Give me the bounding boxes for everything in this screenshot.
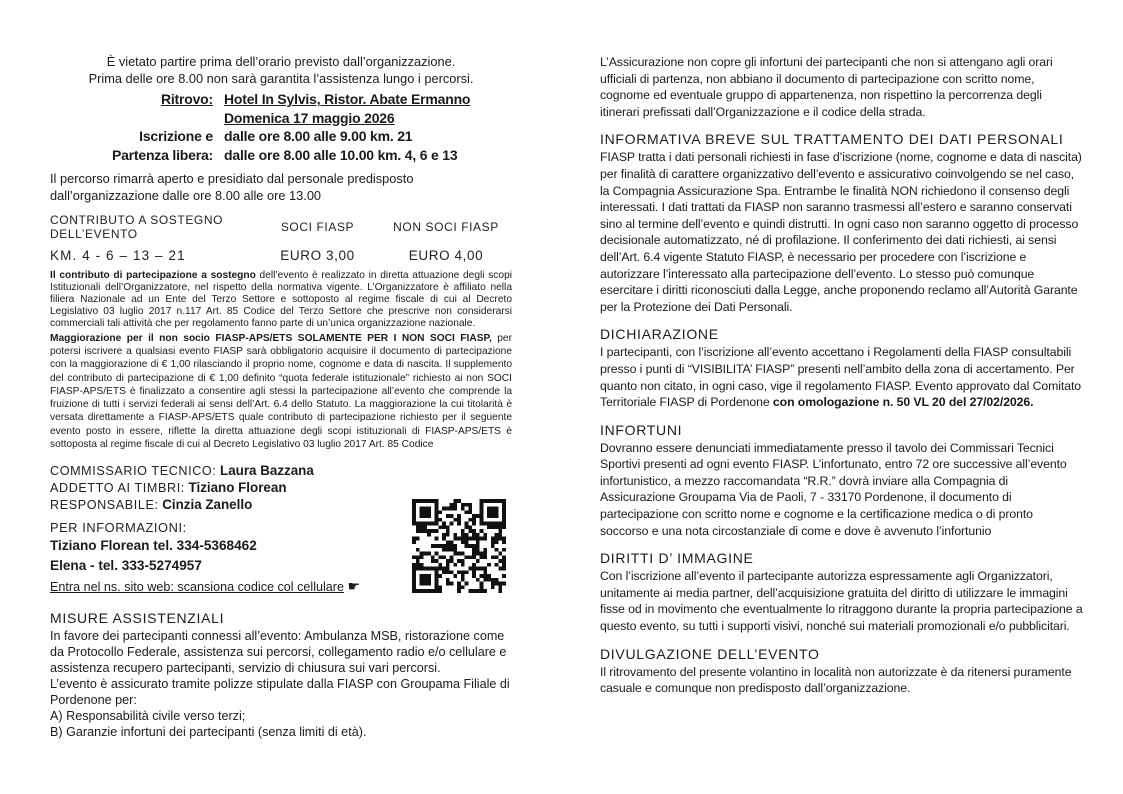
staff-label: COMMISSARIO TECNICO: xyxy=(50,464,217,479)
staff-label: RESPONSABILE: xyxy=(50,498,159,513)
info-label: PER INFORMAZIONI: xyxy=(50,520,187,536)
maggiorazione-lead: Maggiorazione per il non socio FIASP-APS/ETS SOLAMENTE PER I NON SOCI FIASP, xyxy=(50,332,492,344)
notice-line-1: È vietato partire prima dell’orario previsto dall’organizzazione. xyxy=(106,54,456,69)
fee-non-soci-price: EURO 4,00 xyxy=(408,248,484,264)
section-divulgazione xyxy=(600,646,1083,697)
section-heading: DIRITTI D’ IMMAGINE xyxy=(600,550,754,567)
section-body-text: I partecipanti, con l’iscrizione all’evento accettano i Regolamenti della FIASP consultabili presso i punti di “VISIBILITA’ FIASP” presenti nell’ambito della zona di accertamento. Per quanto non citato, in ogni caso, vige il regolamento FIASP. Evento approvato dal Comitato Territoriale FIASP di Pordenone xyxy=(600,345,1082,410)
phone-line-2: Elena - tel. 333-5274957 xyxy=(50,557,202,573)
staff-name: Laura Bazzana xyxy=(220,463,314,479)
section-heading: INFORMATIVA BREVE SUL TRATTAMENTO DEI DATI PERSONALI xyxy=(600,131,1064,148)
contributo-paragraph xyxy=(50,270,512,330)
section-body xyxy=(600,149,1083,315)
section-body-text: Con l’iscrizione all’evento il partecipante autorizza espressamente agli Organizzatori, unitamente ai media partner, dell’acquisizione gratuita del diritto di utilizzare le immagini fisse od in movimento che eventualmente lo ritraggono durante la propria partecipazione a questo evento, su tutti i supporti visivi, nonché sui materiali promozionali e/o pubblicitari. xyxy=(600,569,1083,634)
staff-name: Tiziano Florean xyxy=(188,480,287,496)
staff-row xyxy=(50,480,512,495)
partenza-value: dalle ore 8.00 alle 10.00 km. 4, 6 e 13 xyxy=(224,146,458,163)
section-body xyxy=(600,344,1083,410)
maggiorazione-text: per potersi iscrivere a qualsiasi evento FIASP sarà obbligatorio acquisire il documento di partecipazione con la maggiorazione di € 1,00 rilasciando il proprio nome, cognome e data di nascita. Il supplemento del contributo di partecipazione di € 1,00 definito “quota federale istituzionale” richiesto ai non SOCI FIASP-APS/ETS è finalizzato a consentire agli stessi la partecipazione all’evento che comprende la fruizione di tutti i servizi federali ai sensi dell’Art. 6.4 dello Statuto. La maggiorazione la cui titolarità è versata direttamente a FIASP-APS/ETS quale contributo di partecipazione richiesto per il seguente evento posto in essere, riflette la diretta attuazione degli scopi istituzionali di FIASP-APS/ETS è sottoposta al regime fiscale di cui al Decreto Legislativo 03 luglio 2017 Art. 85 Codice xyxy=(50,332,512,450)
ritrovo-row xyxy=(50,90,512,108)
partenza-label: Partenza libera: xyxy=(111,146,213,163)
misure-body-2: L’evento è assicurato tramite polizze stipulate dalla FIASP con Groupama Filiale di Pordenone per: xyxy=(50,677,510,708)
schedule-block xyxy=(50,90,512,164)
section-body-bold: con omologazione n. 50 VL 20 del 27/02/2026. xyxy=(772,395,1034,410)
iscrizione-label: Iscrizione e xyxy=(139,128,213,145)
misure-body-1: In favore dei partecipanti connessi all’evento: Ambulanza MSB, ristorazione come da Protocollo Federale, assistenza sui percorsi, collegamento radio e/o cellulare e assistenza recupero partecipanti, servizio di chiusura sui vari percorsi. xyxy=(50,629,507,676)
notice-line-2: Prima delle ore 8.00 non sarà garantita l’assistenza lungo i percorsi. xyxy=(88,70,474,86)
pointing-hand-icon: ☛ xyxy=(347,578,361,595)
ritrovo-value: Hotel In Sylvis, Ristor. Abate Ermanno xyxy=(224,91,471,108)
section-body-text: FIASP tratta i dati personali richiesti in fase d’iscrizione (nome, cognome e data di nascita) per finalità di carattere organizzativo dell’evento e assicurativo coinvolgendo se nel caso, la Compagnia Assicurazione Spa. Entrambe le finalità NON richiedono il consenso degli interessati. I dati trattati da FIASP non saranno trasmessi all’estero e saranno conservati sino al termine dell’evento e quindi distrutti. In ogni caso non saranno oggetto di processo decisionale automatizzato, né di profilazione. Il conferimento dei dati richiesti, ai sensi dell’Art. 6.4 vigente Statuto FIASP, è necessario per procedere con l’iscrizione e autorizzare l’interessato alla partecipazione dell’evento. Lo stesso può comunque esercitare i diritti riconosciuti dalla Legge, anche proponendo reclamo all’Autorità Garante per la Protezione dei Dati Personali. xyxy=(600,150,1082,314)
section-body xyxy=(600,664,1083,697)
date-row xyxy=(50,109,512,127)
ritrovo-label: Ritrovo: xyxy=(160,91,213,108)
staff-name: Cinzia Zanello xyxy=(162,497,253,513)
qr-caption-text: Entra nel ns. sito web: scansiona codice col cellulare xyxy=(50,580,345,595)
section-informativa xyxy=(600,131,1083,315)
section-heading: DICHIARAZIONE xyxy=(600,326,719,343)
section-diritti-immagine xyxy=(600,550,1083,634)
iscrizione-row xyxy=(50,127,512,145)
misure-item-b: B) Garanzie infortuni dei partecipanti (senza limiti di età). xyxy=(50,725,367,740)
right-column xyxy=(600,54,1083,697)
contributo-lead: Il contributo di partecipazione a sostegno xyxy=(50,270,256,282)
fee-value-row xyxy=(50,248,512,263)
fee-km-cell: KM. 4 - 6 – 13 – 21 xyxy=(50,248,186,264)
fee-header-row xyxy=(50,213,512,241)
misure-heading: MISURE ASSISTENZIALI xyxy=(50,610,225,627)
staff-row xyxy=(50,463,512,478)
iscrizione-value: dalle ore 8.00 alle 9.00 km. 21 xyxy=(224,128,413,145)
phone-line-1: Tiziano Florean tel. 334-5368462 xyxy=(50,538,257,554)
fee-header-soci: SOCI FIASP xyxy=(280,220,355,235)
fee-soci-price: EURO 3,00 xyxy=(280,248,355,264)
contacts-block xyxy=(50,463,512,597)
section-dichiarazione xyxy=(600,326,1083,410)
left-column xyxy=(50,54,512,741)
fee-table xyxy=(50,213,512,263)
fee-header-line1: CONTRIBUTO A SOSTEGNO xyxy=(50,212,224,227)
misure-item-a: A) Responsabilità civile verso terzi; xyxy=(50,709,246,724)
section-heading: INFORTUNI xyxy=(600,421,683,438)
event-date: Domenica 17 maggio 2026 xyxy=(224,109,395,126)
section-body-text: Il ritrovamento del presente volantino in località non autorizzate è da ritenersi puramente casuale e comunque non predisposto dall’organizzazione. xyxy=(600,664,1072,696)
fee-header-contributo xyxy=(50,213,255,241)
qr-code xyxy=(412,499,506,593)
maggiorazione-paragraph xyxy=(50,332,512,451)
section-infortuni xyxy=(600,422,1083,540)
assicurazione-paragraph: L’Assicurazione non copre gli infortuni dei partecipanti che non si attengano agli orari ufficiali di partenza, non abbiano il documento di partecipazione con scritto nome, cognome ed eventuale gruppo di appartenenza, non rispettino la percorrenza degli itinerari prefissati dall’Organizzazione e il codice della strada. xyxy=(600,55,1053,119)
staff-label: ADDETTO AI TIMBRI: xyxy=(50,481,185,496)
section-body-text: Dovranno essere denunciati immediatamente presso il tavolo dei Commissari Tecnici Sportivi presenti ad ogni evento FIASP. L’infortunato, entro 72 ore successive all’evento infortunistico, a mezzo raccomandata “R.R.” dovrà inviare alla Compagnia di Assicurazione Groupama Via de Paoli, 7 - 33170 Pordenone, il documento di partecipazione con scritto nome e cognome e la certificazione medica o di pronto soccorso e una nota circostanziale di come e dove è avvenuto l’infortunio xyxy=(600,440,1067,538)
fee-header-non-soci: NON SOCI FIASP xyxy=(393,220,499,235)
partenza-row xyxy=(50,146,512,164)
misure-section xyxy=(50,610,512,741)
section-heading: DIVULGAZIONE DELL’EVENTO xyxy=(600,645,820,662)
percorso-note: Il percorso rimarrà aperto e presidiato dal personale predisposto dall’organizzazione dalle ore 8.00 alle ore 13.00 xyxy=(50,171,414,203)
section-body xyxy=(600,568,1083,634)
contributo-text: dell’evento è realizzato in diretta attuazione degli scopi Istituzionali dell’Organizzatore, nel rispetto della normativa vigente. L’Organizzatore è affiliato nella filiera Nazionale ad un Ente del Terzo Settore e sottoposto al regime fiscale di cui al Decreto Legislativo 03 luglio 2017 n.117 Art. 85 Codice del Terzo Settore che prescrive non considerarsi commerciali tali attività che per regolamento fanno parte di un’unica organizzazione nazionale. xyxy=(50,270,512,329)
section-body xyxy=(600,440,1083,540)
fee-header-line2: DELL’EVENTO xyxy=(50,227,138,242)
